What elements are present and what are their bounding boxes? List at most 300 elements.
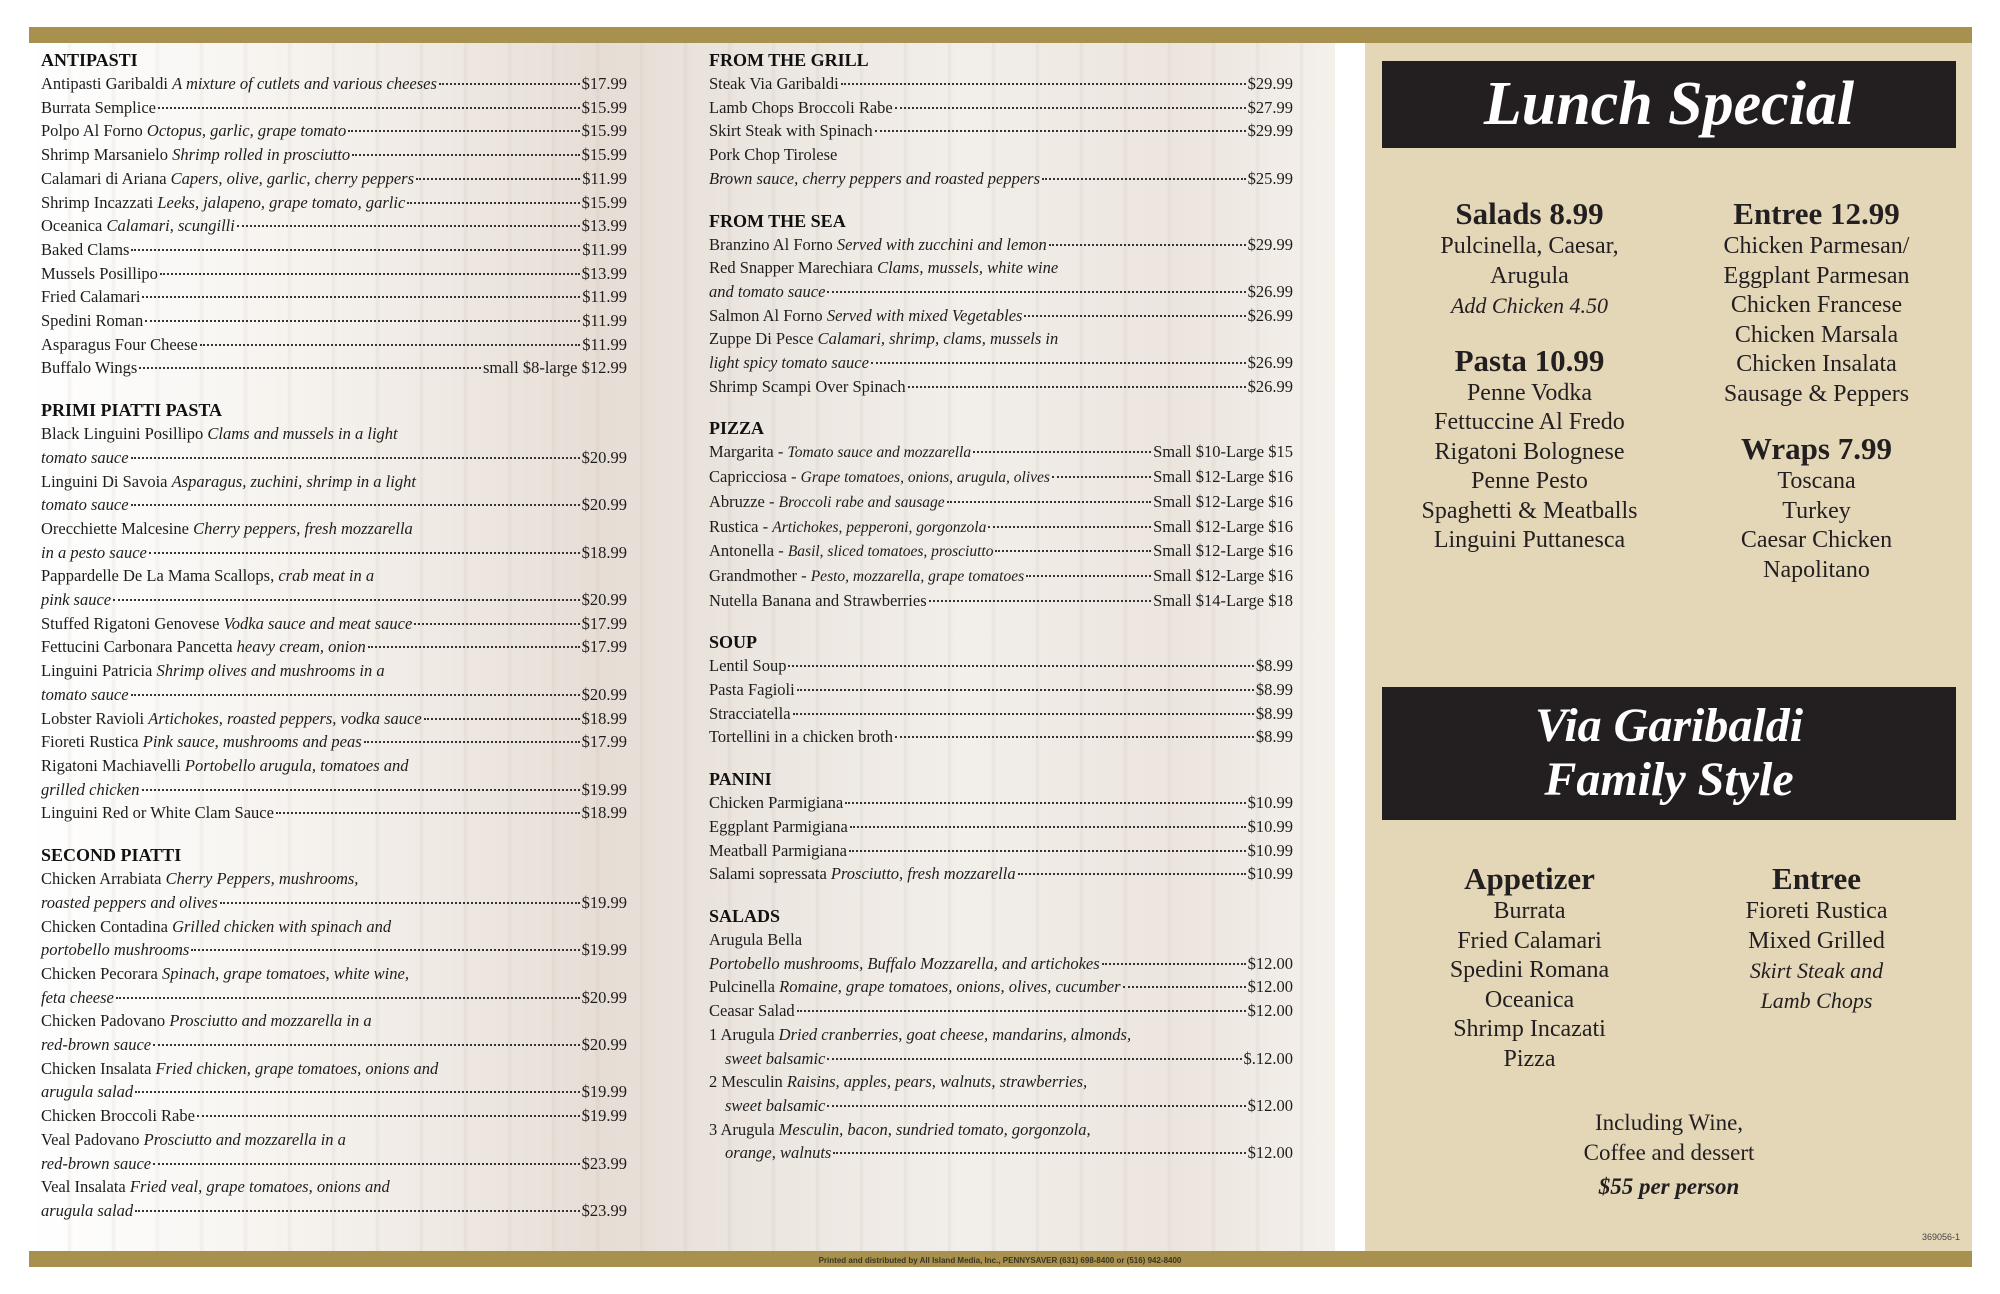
menu-item-line [41,191,627,215]
item-text [41,517,413,541]
item-price: $10.99 [1247,864,1293,884]
item-price: $26.99 [1247,305,1293,325]
entree-line: Chicken Insalata [1736,351,1897,377]
item-text [41,493,129,517]
dot-leader [135,1091,579,1093]
item-description: Portobello mushrooms, Buffalo Mozzarella, and artichokes [709,953,1100,973]
item-price: $29.99 [1247,121,1293,141]
menu-item [709,119,1293,143]
item-name: Fried Calamari [41,287,141,307]
item-text [709,440,971,465]
item-text [709,119,873,143]
dot-leader [850,826,1246,828]
item-name: Pappardelle De La Mama Scallops, [41,566,279,586]
menu-item-line [41,1199,627,1223]
item-text [41,262,158,286]
menu-item-line [709,327,1293,351]
item-price: $18.99 [581,803,627,823]
item-price: $.12.00 [1243,1048,1293,1068]
menu-item-line [41,730,627,754]
item-price: $19.99 [581,1082,627,1102]
item-text [709,96,893,120]
menu-item-line [709,839,1293,863]
menu-item [41,214,627,238]
item-text [709,490,945,515]
dot-leader [149,552,580,554]
dot-leader [1024,315,1245,317]
menu-item [41,356,627,380]
item-text [41,635,366,659]
dot-leader [827,291,1245,293]
menu-item [41,167,627,191]
dot-leader [352,154,580,156]
pasta-line: Fettuccine Al Fredo [1434,409,1625,435]
item-text [709,143,837,167]
item-name: Burrata Semplice [41,97,157,117]
item-price: $20.99 [581,590,627,610]
dot-leader [797,689,1254,691]
item-description: Shrimp rolled in prosciutto [172,145,351,165]
item-text [709,791,843,815]
item-description: Basil, sliced tomatoes, prosciutto [787,543,994,561]
item-price: $11.99 [582,311,627,331]
item-text [709,327,1058,351]
item-name: Abruzze - [709,491,779,511]
menu-item-line [41,962,627,986]
item-text [41,422,398,446]
family-entree-title: Entree [1772,861,1861,896]
item-text [41,143,350,167]
item-description: Cherry Peppers, mushrooms, [165,869,359,889]
menu-item-line [41,938,627,962]
item-price: Small $14-Large $18 [1153,590,1293,610]
menu-item [709,999,1293,1023]
menu-item [41,1128,627,1175]
dot-leader [416,178,580,180]
ad-code: 369056-1 [1922,1232,1961,1242]
menu-item [41,801,627,825]
dot-leader [131,694,580,696]
item-price: $20.99 [581,987,627,1007]
item-price: $8.99 [1255,727,1293,747]
item-description: Asparagus, zuchini, shrimp in a light [171,471,416,491]
item-price: $27.99 [1247,97,1293,117]
item-text [709,725,893,749]
dot-leader [276,812,580,814]
item-description: tomato sauce [41,447,129,467]
item-description: Pink sauce, mushrooms and peas [142,732,362,752]
item-text [41,867,358,891]
dot-leader [793,713,1254,715]
menu-item-line [41,470,627,494]
dot-leader [1102,963,1246,965]
item-description: Served with zucchini and lemon [836,234,1047,254]
family-banner-line: Via Garibaldi [1534,699,1804,752]
menu-section [709,630,1293,749]
menu-item-line [41,309,627,333]
dot-leader [1042,178,1246,180]
item-name: Rustica - [709,516,773,536]
item-description: Shrimp olives and mushrooms in a [156,661,385,681]
item-price: Small $12-Large $16 [1153,565,1293,585]
dot-leader [158,107,580,109]
item-name: Asparagus Four Cheese [41,334,198,354]
menu-item-line [709,490,1293,515]
wraps-line: Caesar Chicken [1740,527,1893,553]
item-price: $15.99 [581,145,627,165]
including-line: Including Wine, [1594,1110,1744,1135]
item-description: grilled chicken [41,779,140,799]
item-text [41,707,422,731]
item-description: Clams and mussels in a light [207,424,398,444]
menu-item [709,539,1293,564]
item-description: Prosciutto and mozzarella in a [143,1129,346,1149]
dot-leader [1052,476,1151,478]
entree-line: Chicken Francese [1730,292,1903,318]
item-description: heavy cream, onion [236,637,366,657]
pasta-line: Rigatoni Bolognese [1434,438,1625,465]
dot-leader [841,83,1246,85]
menu-item-line [709,167,1293,191]
item-price: $18.99 [581,708,627,728]
menu-item [41,962,627,1009]
item-price: $17.99 [581,613,627,633]
dot-leader [895,736,1254,738]
pasta-line: Penne Pesto [1471,468,1588,494]
item-description: Prosciutto and mozzarella in a [169,1011,372,1031]
pasta-title: Pasta 10.99 [1454,342,1605,378]
dot-leader [1123,986,1246,988]
menu-item [709,143,1293,190]
dot-leader [797,1010,1246,1012]
item-text [41,1104,195,1128]
item-text [41,96,156,120]
item-text [41,1080,133,1104]
menu-item-line [709,233,1293,257]
item-description: sweet balsamic [725,1048,826,1068]
item-name: Linguini Red or White Clam Sauce [41,803,274,823]
menu-item [709,96,1293,120]
dot-leader [142,789,580,791]
dot-leader [908,386,1246,388]
menu-item-line [41,143,627,167]
item-price: $26.99 [1247,281,1293,301]
menu-item-line [41,1128,627,1152]
menu-item-line [41,1104,627,1128]
item-price: $20.99 [581,684,627,704]
menu-item-line [41,867,627,891]
item-name: Shrimp Scampi Over Spinach [709,376,906,396]
item-price: $20.99 [581,495,627,515]
dot-leader [947,501,1151,503]
item-name: Nutella Banana and Strawberries [709,590,927,610]
item-description: pink sauce [41,590,112,610]
item-description: Vodka sauce and meat sauce [223,613,413,633]
item-text [709,167,1040,191]
dot-leader [153,1163,579,1165]
menu-item-line [41,1033,627,1057]
item-name: Mussels Posillipo [41,263,158,283]
item-price: $19.99 [581,779,627,799]
item-description: portobello mushrooms [41,940,190,960]
item-name: Zuppe Di Pesce [709,329,818,349]
menu-item [709,975,1293,999]
item-text [41,214,235,238]
section-title: FROM THE SEA [709,210,846,231]
item-description: sweet balsamic [725,1095,826,1115]
item-name: Linguini Di Savoia [41,471,172,491]
item-text [41,754,409,778]
section-title: PIZZA [709,418,765,439]
dot-leader [895,107,1246,109]
menu-item-line [709,351,1293,375]
item-text [709,256,1058,280]
item-text [41,167,414,191]
item-price: $12.00 [1247,1095,1293,1115]
menu-item-line [709,280,1293,304]
item-price: $15.99 [581,121,627,141]
item-name: Polpo Al Forno [41,121,147,141]
item-name: Lamb Chops Broccoli Rabe [709,97,893,117]
menu-item-line [41,493,627,517]
dot-leader [995,550,1151,552]
item-text [41,1199,133,1223]
item-text [41,1033,151,1057]
menu-item [709,702,1293,726]
item-text [41,1009,372,1033]
menu-item-line [709,1118,1293,1142]
dot-leader [131,504,580,506]
appetizer-title: Appetizer [1464,861,1595,896]
menu-item-line [41,564,627,588]
item-description: crab meat in a [278,566,375,586]
item-text [41,1175,390,1199]
item-name: Arugula Bella [709,929,803,949]
item-name: 1 Arugula [709,1024,779,1044]
item-text [709,72,839,96]
item-text [709,564,1024,589]
item-description: orange, walnuts [725,1143,832,1163]
item-text [41,683,129,707]
dot-leader [1018,873,1246,875]
dot-leader [827,1105,1245,1107]
item-description: light spicy tomato sauce [709,353,869,373]
menu-item [709,1070,1293,1117]
item-description: Clams, mussels, white wine [877,258,1059,278]
item-price: $11.99 [582,287,627,307]
menu-item [709,862,1293,886]
item-text [709,351,869,375]
menu-item [709,1118,1293,1165]
item-text [709,654,786,678]
item-description: Prosciutto, fresh mozzarella [830,864,1016,884]
menu-item [709,839,1293,863]
menu-item-line [41,96,627,120]
item-text [41,986,114,1010]
menu-item-line [709,678,1293,702]
dot-leader [988,526,1151,528]
menu-item [41,119,627,143]
item-name: Shrimp Incazzati [41,192,158,212]
family-price: $55 per person [1598,1174,1740,1199]
menu-item [41,707,627,731]
item-price: $19.99 [581,940,627,960]
family-entree-line: Mixed Grilled [1748,927,1885,954]
item-text [41,1152,151,1176]
section-title: ANTIPASTI [41,50,138,70]
section-title: SOUP [709,632,758,653]
item-text [709,1023,1131,1047]
menu-item-line [709,465,1293,490]
item-text [709,280,825,304]
item-description: Romaine, grape tomatoes, onions, olives, cucumber [779,977,1121,997]
dot-leader [439,83,580,85]
menu-item-line [709,589,1293,613]
item-text [41,285,140,309]
item-price: Small $12-Large $16 [1153,491,1293,511]
item-text [41,891,218,915]
item-price: $11.99 [582,168,627,188]
item-description: Leeks, jalapeno, grape tomato, garlic [157,192,406,212]
item-name: Stuffed Rigatoni Genovese [41,613,224,633]
item-name: Fettucini Carbonara Pancetta [41,637,237,657]
menu-item-line [41,986,627,1010]
menu-item-line [709,375,1293,399]
item-text [709,1070,1087,1094]
wraps-title: Wraps 7.99 [1740,431,1892,466]
salads-line: Arugula [1490,262,1569,289]
item-description: red-brown sauce [41,1153,152,1173]
item-text [41,915,391,939]
item-price: $26.99 [1247,376,1293,396]
menu-item [709,465,1293,490]
dot-leader [827,1058,1241,1060]
menu-item-line [41,1080,627,1104]
item-text [725,1047,825,1071]
item-price: $12.00 [1247,953,1293,973]
item-description: red-brown sauce [41,1035,152,1055]
item-price: $19.99 [581,892,627,912]
menu-item-line [41,1009,627,1033]
menu-item-line [709,725,1293,749]
item-price: Small $12-Large $16 [1153,516,1293,536]
menu-item-line [41,541,627,565]
item-name: Chicken Broccoli Rabe [41,1106,195,1126]
menu-item-line [709,928,1293,952]
menu-item-line [41,285,627,309]
dot-leader [788,665,1253,667]
item-description: arugula salad [41,1200,134,1220]
menu-item-line [709,862,1293,886]
menu-item-line [709,1070,1293,1094]
item-text [709,304,1022,328]
menu-section [709,416,1293,612]
item-name: Grandmother - [709,565,811,585]
menu-item-line [41,659,627,683]
menu-item-line [41,214,627,238]
menu-item-line [709,999,1293,1023]
section-title: PRIMI PIATTI PASTA [41,400,223,421]
section-title: PANINI [709,769,772,790]
menu-item-line [41,588,627,612]
menu-item-line [709,791,1293,815]
menu-item-line [41,333,627,357]
item-price: $8.99 [1255,703,1293,723]
item-price: $15.99 [581,192,627,212]
item-price: $23.99 [581,1200,627,1220]
appetizer-line: Fried Calamari [1457,927,1602,954]
item-name: Salami sopressata [709,864,831,884]
menu-item [41,1104,627,1128]
menu-item-line [41,1175,627,1199]
item-name: Antipasti Garibaldi [41,74,173,93]
item-description: Cherry peppers, fresh mozzarella [193,518,413,538]
item-name: Black Linguini Posillipo [41,424,208,444]
item-description: Grape tomatoes, onions, arugula, olives [800,469,1050,487]
item-price: $13.99 [581,263,627,283]
item-name: Lentil Soup [709,656,787,676]
dot-leader [368,646,580,648]
dot-leader [139,367,481,369]
entree-title: Entree 12.99 [1733,196,1900,231]
item-text [41,446,129,470]
appetizer-line: Burrata [1493,898,1566,924]
item-text [709,839,847,863]
menu-item [709,327,1293,374]
item-name: Red Snapper Marechiara [709,258,878,278]
salads-title: Salads 8.99 [1455,196,1604,231]
item-name: Chicken Pecorara [41,963,162,983]
item-text [41,730,362,754]
menu-item-line [709,304,1293,328]
dot-leader [364,741,580,743]
menu-section [41,398,627,825]
menu-item-line [41,517,627,541]
item-name: Ceasar Salad [709,1001,795,1021]
dot-leader [191,949,579,951]
item-price: $11.99 [582,239,627,259]
menu-section [41,48,627,380]
item-text [41,1128,346,1152]
wraps-line: Turkey [1782,497,1851,524]
item-name: Chicken Padovano [41,1011,170,1031]
item-text [41,470,416,494]
menu-item-line [41,446,627,470]
dot-leader [871,362,1246,364]
menu-item-line [41,612,627,636]
menu-item-line [709,72,1293,96]
item-text [709,1118,1091,1142]
menu-item-line [41,891,627,915]
item-description: tomato sauce [41,684,129,704]
menu-item-line [709,143,1293,167]
menu-item [709,654,1293,678]
item-name: Linguini Patricia [41,661,157,681]
item-name: Stracciatella [709,703,791,723]
item-description: feta cheese [41,987,114,1007]
menu-item [41,730,627,754]
menu-item-line [709,1047,1293,1071]
item-name: Meatball Parmigiana [709,840,847,860]
item-description: Grilled chicken with spinach and [172,916,392,936]
item-name: Chicken Insalata [41,1058,156,1078]
dot-leader [197,1115,580,1117]
item-name: 2 Mesculin [709,1072,787,1092]
item-description: roasted peppers and olives [41,892,218,912]
dot-leader [131,249,580,251]
menu-item [709,1023,1293,1070]
dot-leader [929,600,1151,602]
